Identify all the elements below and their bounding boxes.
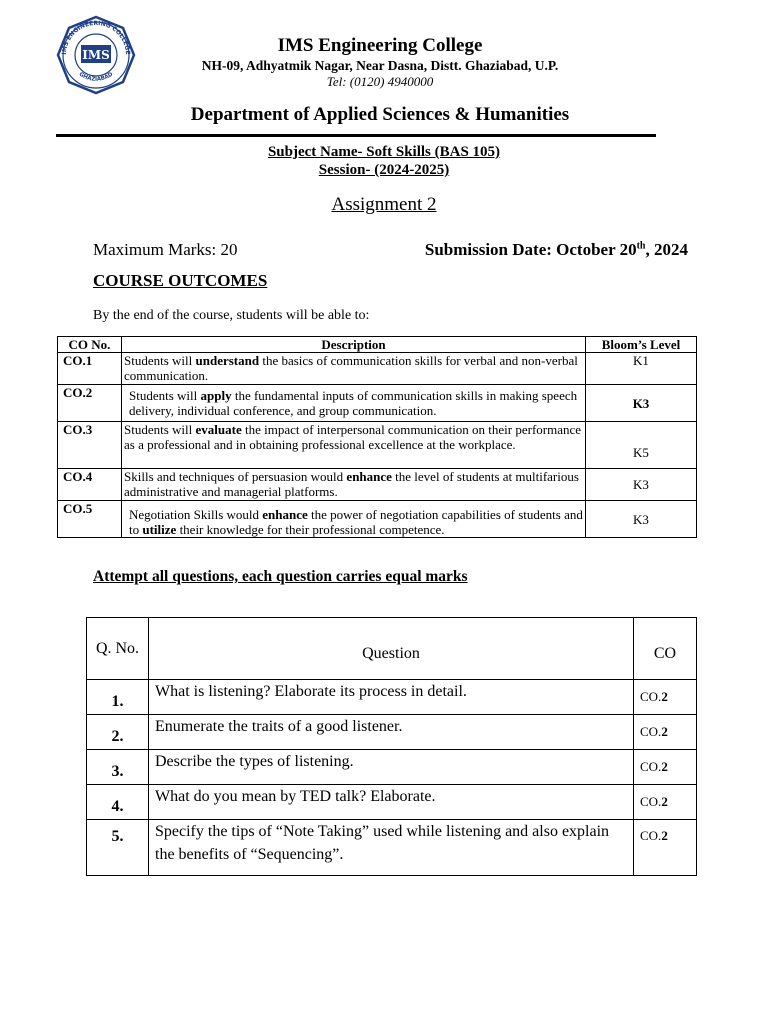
questions-header-row [87, 618, 697, 680]
college-address: NH-09, Adhyatmik Nagar, Near Dasna, Distt. Ghaziabad, U.P. [201, 58, 559, 73]
question-number: 3. [87, 750, 149, 785]
question-text: Specify the tips of “Note Taking” used while listening and also explain the benefits of “Sequencing”. [149, 820, 634, 876]
logo-ring-top-text: IMS ENGINEERING COLLEGE [60, 19, 132, 55]
course-outcomes-table [57, 336, 697, 538]
session: Session- (2024-2025) [318, 162, 450, 178]
question-number: 1. [87, 680, 149, 715]
question-text: Enumerate the traits of a good listener. [149, 715, 634, 750]
co-blooms-level: K3 [586, 385, 697, 422]
submission-date [425, 240, 688, 260]
course-outcomes-heading: COURSE OUTCOMES [93, 271, 268, 290]
header-divider [56, 134, 656, 137]
question-number: 4. [87, 785, 149, 820]
question-text: Describe the types of listening. [149, 750, 634, 785]
co-description: Students will apply the fundamental inputs of communication skills in making speech delivery, individual conference, and group communication. [122, 385, 586, 422]
co-number: CO.3 [58, 422, 122, 469]
co-row [58, 501, 697, 538]
co-row [58, 422, 697, 469]
question-header-no: Q. No. [87, 618, 149, 680]
question-header-question: Question [149, 618, 634, 680]
co-number: CO.2 [58, 385, 122, 422]
co-header-no: CO No. [58, 337, 122, 353]
maximum-marks: Maximum Marks: 20 [93, 240, 238, 259]
co-number: CO.4 [58, 469, 122, 501]
question-row [87, 785, 697, 820]
co-header-blooms-level: Bloom’s Level [586, 337, 697, 353]
co-row [58, 469, 697, 501]
co-blooms-level: K3 [586, 469, 697, 501]
question-co: CO.2 [634, 820, 697, 876]
question-row [87, 820, 697, 876]
logo-ring-bottom-text: GHAZIABAD [77, 71, 115, 83]
co-description: Students will understand the basics of communication skills for verbal and non-verbal communication. [122, 353, 586, 385]
co-blooms-level: K5 [586, 422, 697, 469]
college-telephone: Tel: (0120) 4940000 [326, 74, 434, 89]
course-outcomes-intro: By the end of the course, students will be able to: [93, 308, 370, 323]
question-text: What do you mean by TED talk? Elaborate. [149, 785, 634, 820]
assignment-title: Assignment 2 [331, 194, 437, 215]
question-co: CO.2 [634, 715, 697, 750]
submission-date-label: Submission Date: October 20 [424, 240, 637, 259]
co-description: Skills and techniques of persuasion would enhance the level of students at multifarious administrative and managerial platforms. [122, 469, 586, 501]
question-row [87, 715, 697, 750]
questions-table [86, 617, 697, 876]
co-number: CO.5 [58, 501, 122, 538]
question-number: 5. [87, 820, 149, 876]
question-number: 2. [87, 715, 149, 750]
co-number: CO.1 [58, 353, 122, 385]
question-row [87, 680, 697, 715]
subject-name: Subject Name- Soft Skills (BAS 105) [267, 144, 501, 160]
college-name: IMS Engineering College [277, 35, 483, 56]
attempt-instruction: Attempt all questions, each question carries equal marks [93, 568, 468, 585]
question-header-co: CO [634, 618, 697, 680]
logo-center-text: IMS [82, 48, 110, 62]
co-description: Students will evaluate the impact of interpersonal communication on their performance as a professional and in obtaining professional excellence at the workplace. [122, 422, 586, 469]
submission-date-year: , 2024 [645, 240, 688, 259]
co-row [58, 353, 697, 385]
submission-date-sup: th [636, 240, 646, 252]
college-logo [56, 15, 136, 95]
question-text: What is listening? Elaborate its process in detail. [149, 680, 634, 715]
question-co: CO.2 [634, 750, 697, 785]
question-co: CO.2 [634, 680, 697, 715]
co-description: Negotiation Skills would enhance the power of negotiation capabilities of students and to utilize their knowledge for their professional competence. [122, 501, 586, 538]
co-header-description: Description [122, 337, 586, 353]
co-row [58, 385, 697, 422]
department-name: Department of Applied Sciences & Humanities [190, 104, 570, 125]
question-co: CO.2 [634, 785, 697, 820]
co-blooms-level: K1 [586, 353, 697, 385]
co-blooms-level: K3 [586, 501, 697, 538]
co-table-header-row [58, 337, 697, 353]
question-row [87, 750, 697, 785]
